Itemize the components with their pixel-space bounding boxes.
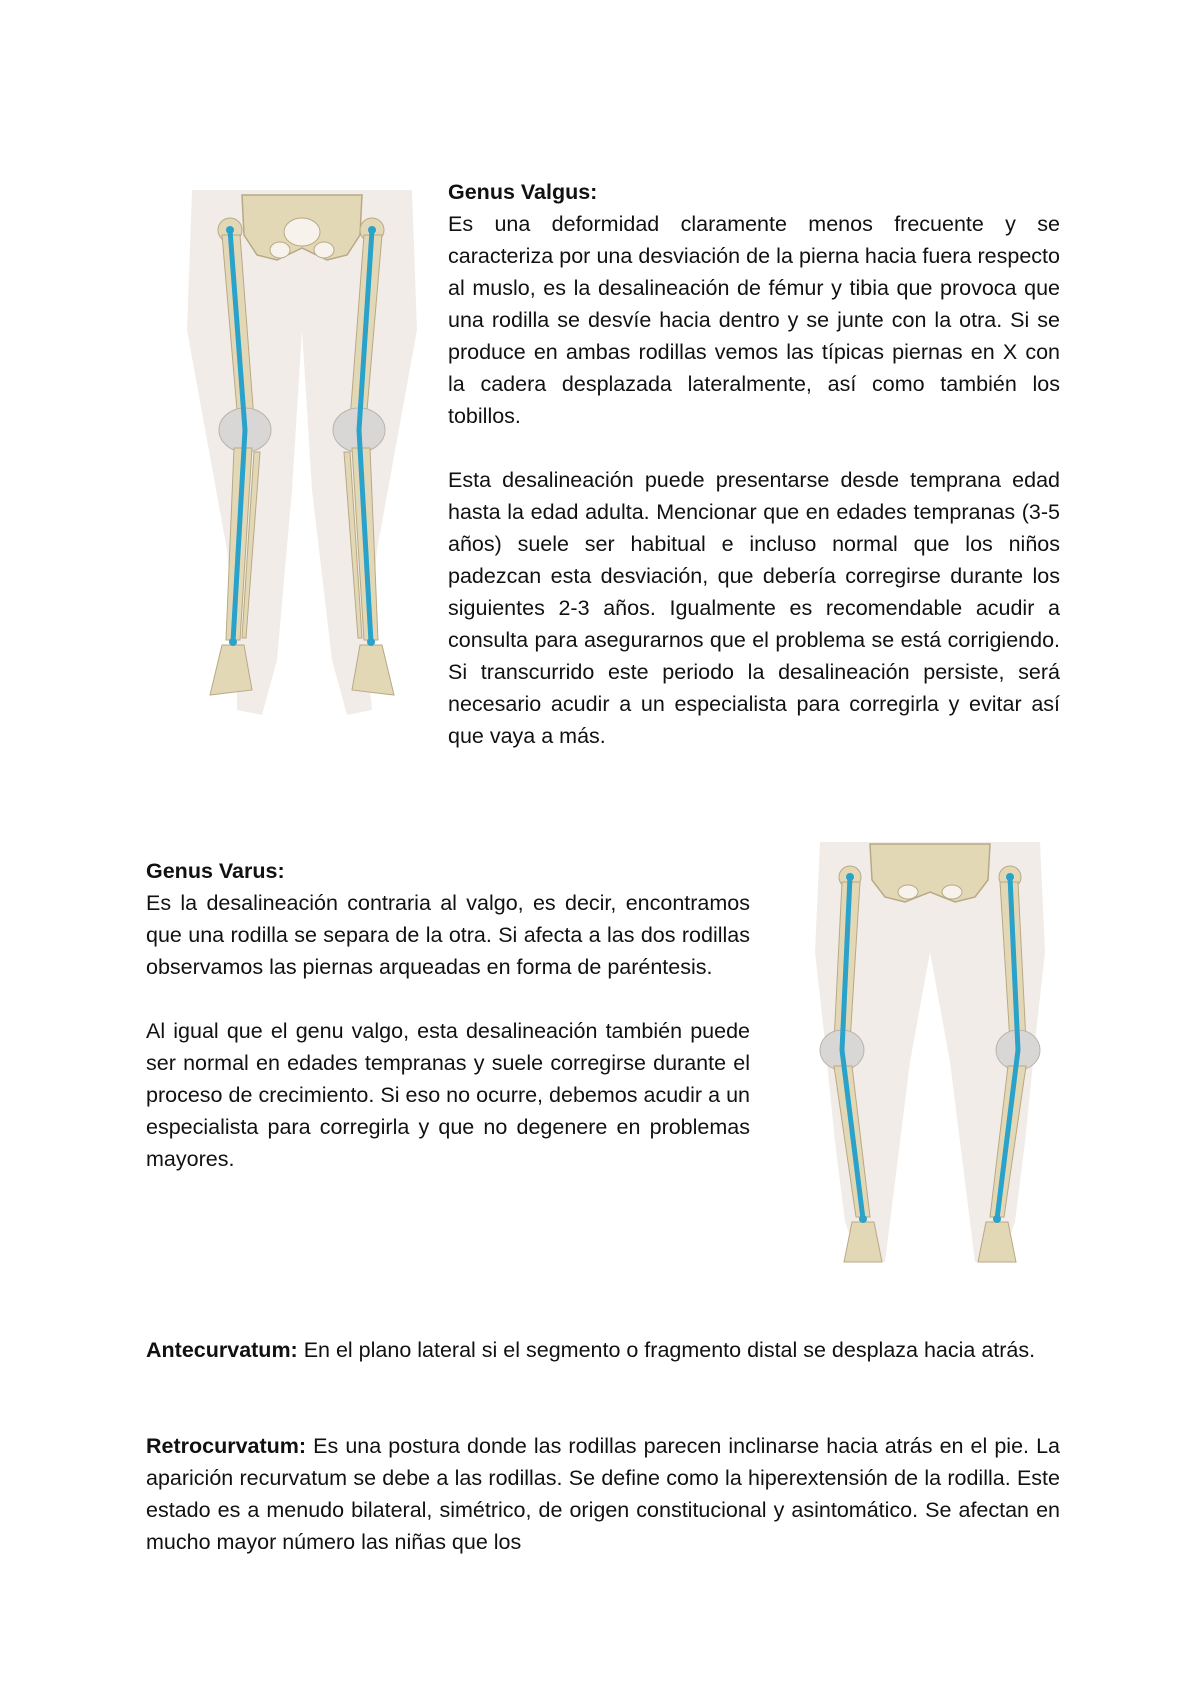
retrocurvatum-text: Es una postura donde las rodillas parecen inclinarse hacia atrás en el pie. La aparición recurvatum se debe a las rodillas. Se define como la hiperextensión de la rodilla. Este estado es a menudo bilateral, simétrico, de origen constitucional y asintomático. Se afectan en mucho mayor número las niñas que los (146, 1434, 1060, 1554)
antecurvatum-section (146, 1334, 1060, 1366)
genus-valgus-section (448, 176, 1060, 752)
retrocurvatum-heading: Retrocurvatum: (146, 1434, 307, 1458)
genus-varus-paragraph-2: Al igual que el genu valgo, esta desalineación también puede ser normal en edades tempranas y suele corregirse durante el proceso de crecimiento. Si eso no ocurre, debemos acudir a un especialista para corregirla y que no degenere en problemas mayores. (146, 1019, 750, 1171)
genus-varus-heading: Genus Varus: (146, 859, 285, 883)
genus-varus-section (146, 855, 750, 1175)
genus-varus-paragraph-1: Es la desalineación contraria al valgo, es decir, encontramos que una rodilla se separa de la otra. Si afecta a las dos rodillas observamos las piernas arqueadas en forma de paréntesis. (146, 891, 750, 979)
antecurvatum-text: En el plano lateral si el segmento o fragmento distal se desplaza hacia atrás. (297, 1338, 1036, 1362)
genus-valgus-heading: Genus Valgus: (448, 180, 598, 204)
retrocurvatum-section (146, 1430, 1060, 1558)
genu-valgum-illustration (182, 190, 422, 750)
antecurvatum-heading: Antecurvatum: (146, 1338, 298, 1362)
genus-valgus-paragraph-1: Es una deformidad claramente menos frecuente y se caracteriza por una desviación de la pierna hacia fuera respecto al muslo, es la desalineación de fémur y tibia que provoca que una rodilla se desvíe hacia dentro y se junte con la otra. Si se produce en ambas rodillas vemos las típicas piernas en X con la cadera desplazada lateralmente, así como también los tobillos. (448, 212, 1060, 428)
genu-varum-illustration (810, 842, 1050, 1282)
genus-valgus-paragraph-2: Esta desalineación puede presentarse desde temprana edad hasta la edad adulta. Mencionar que en edades tempranas (3-5 años) suele ser habitual e incluso normal que los niños padezcan esta desviación, que debería corregirse durante los siguientes 2-3 años. Igualmente es recomendable acudir a consulta para asegurarnos que el problema se está corrigiendo. Si transcurrido este periodo la desalineación persiste, será necesario acudir a un especialista para corregirla y evitar así que vaya a más. (448, 468, 1060, 748)
